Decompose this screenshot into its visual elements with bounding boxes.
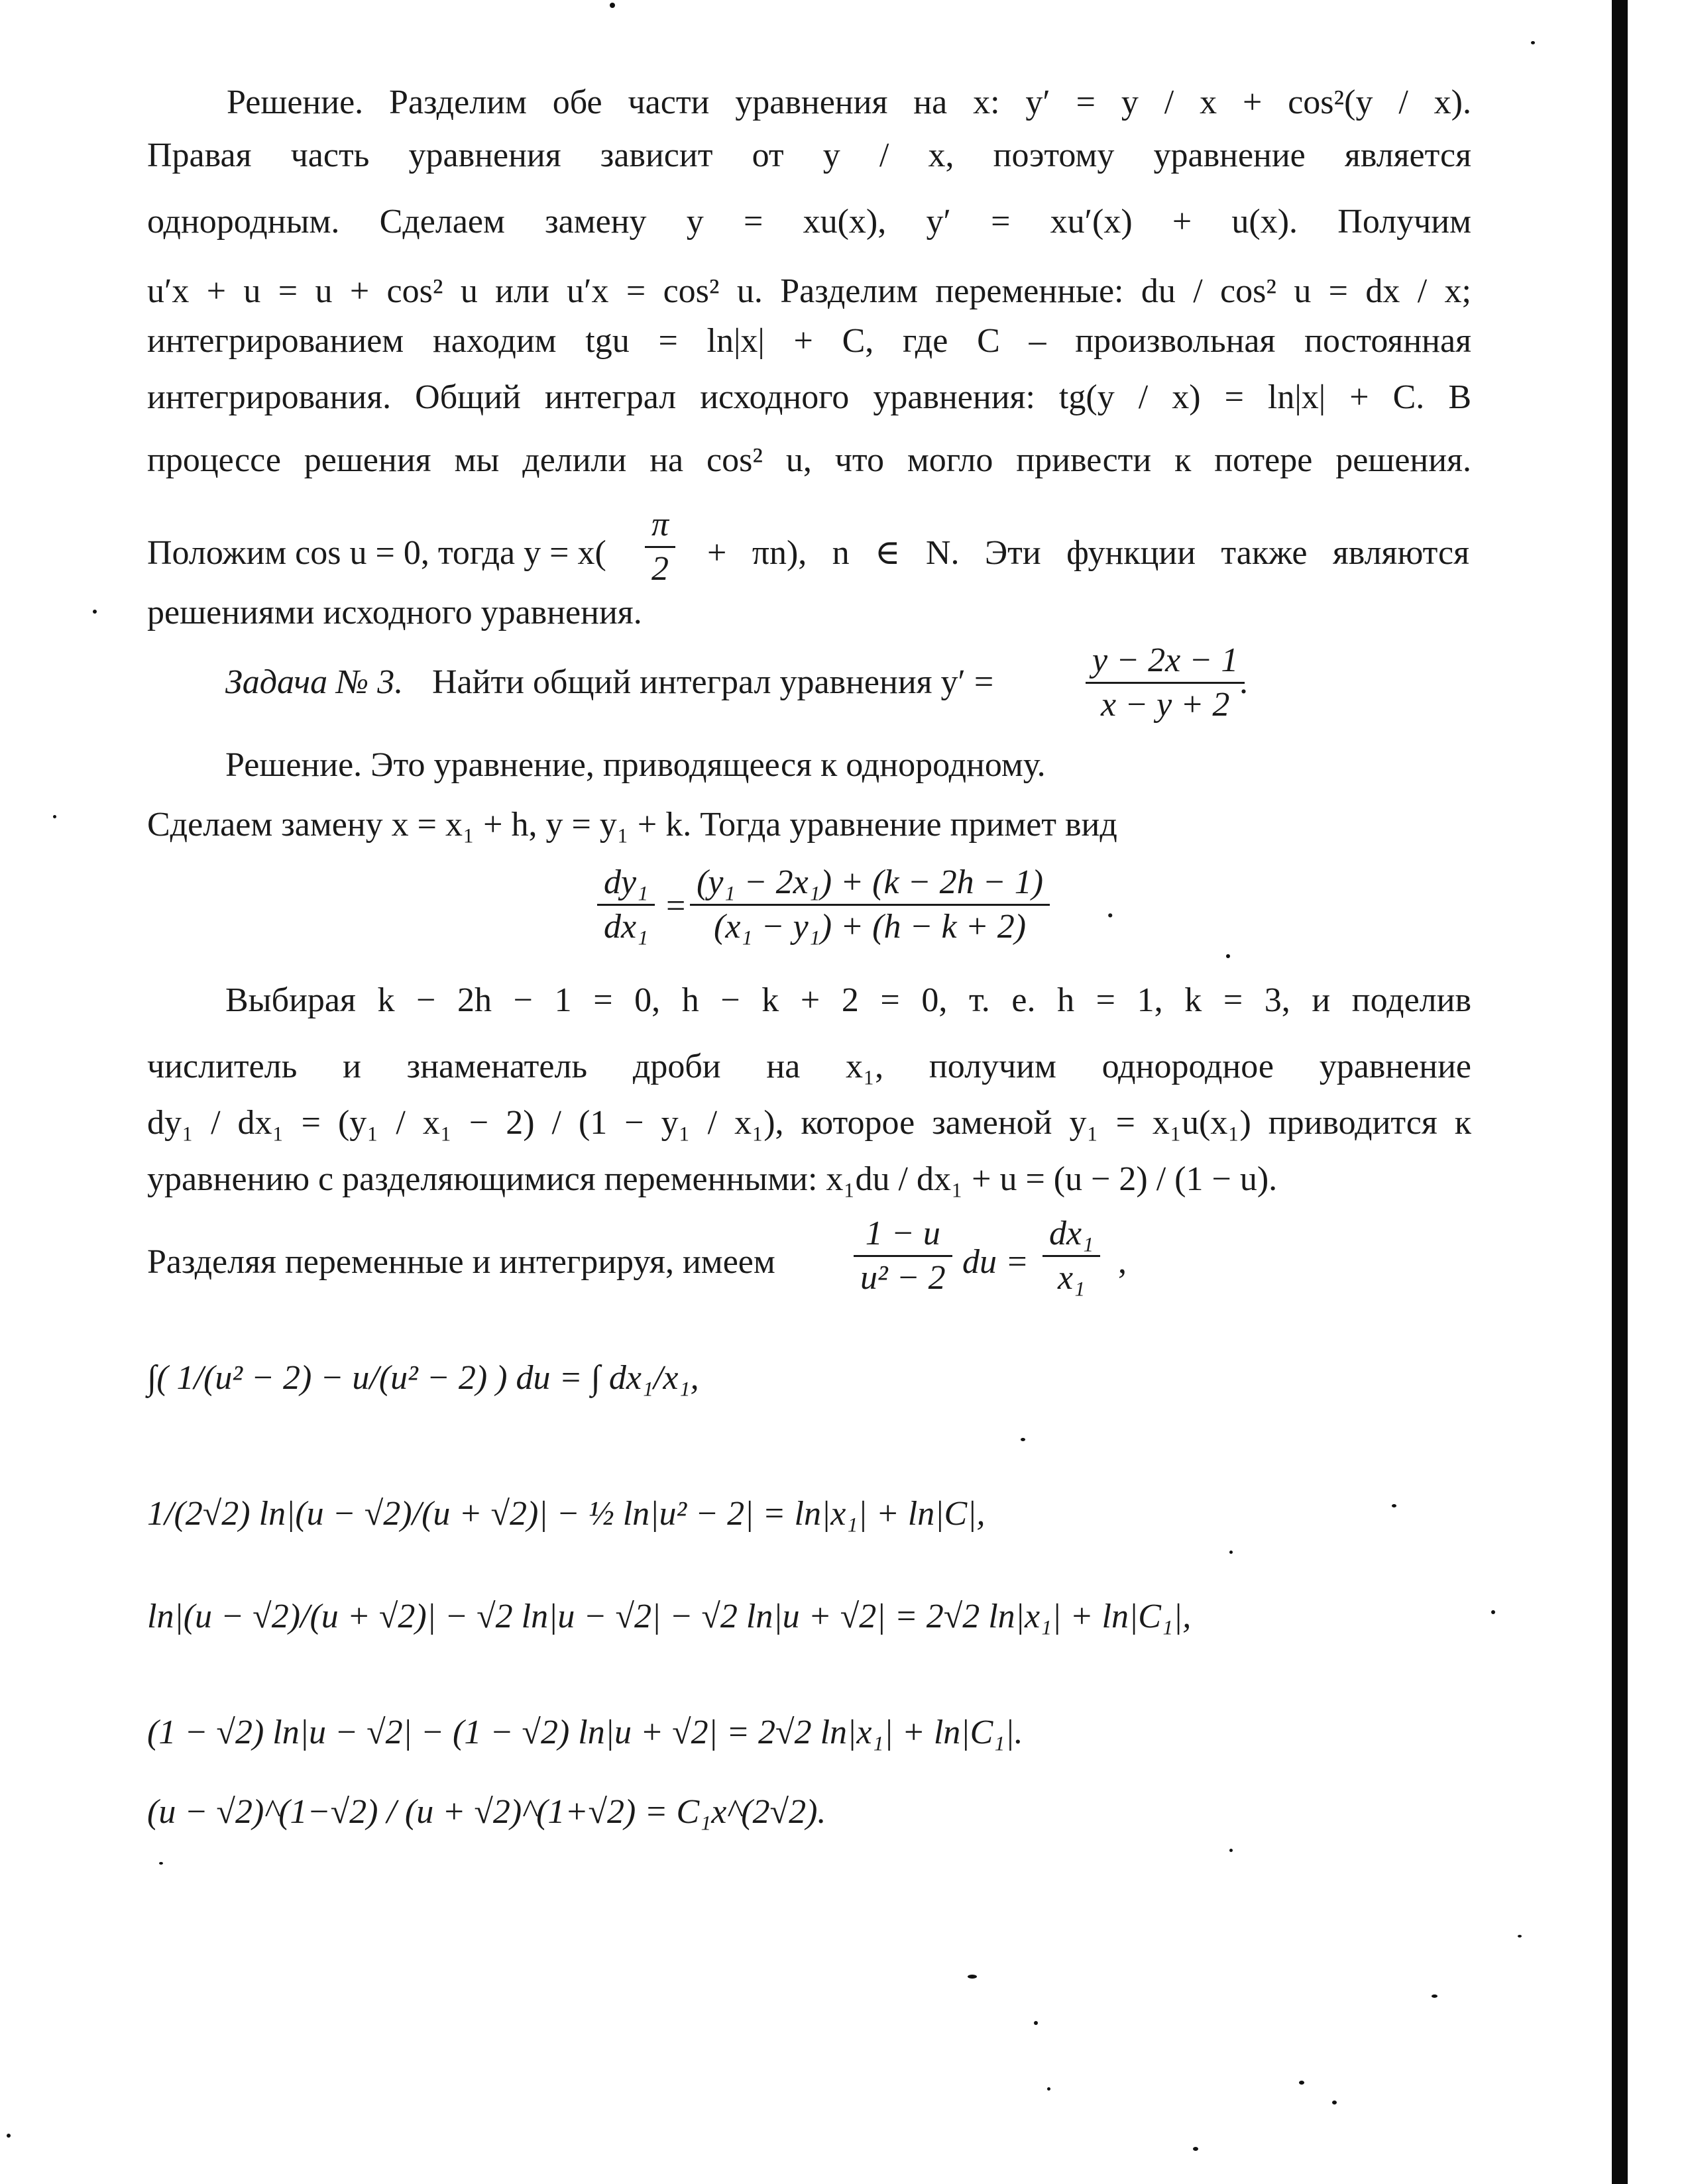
- scan-speck: [93, 610, 97, 614]
- transformed-equation: [593, 861, 1190, 967]
- scan-speck: [968, 1975, 977, 1979]
- solution2-line-7: процессе решения мы делили на cos² u, что могло привести к потере решения.: [147, 441, 1471, 479]
- solution2-line-6: интегрирования. Общий интеграл исходного уравнения: tg(y / x) = ln|x| + C. В: [147, 378, 1471, 416]
- scan-speck: [1299, 2081, 1304, 2085]
- transformed-numerator: (y₁ − 2x₁) + (k − 2h − 1): [690, 861, 1050, 906]
- scan-speck: [1392, 1504, 1396, 1507]
- separation-lhs-numerator: 1 − u: [854, 1213, 952, 1257]
- scan-speck: [1491, 1610, 1495, 1614]
- solution2-line-5: интегрированием находим tgu = ln|x| + C, где C – произвольная постоянная: [147, 322, 1471, 360]
- solution2-line-9: решениями исходного уравнения.: [147, 594, 642, 631]
- solution2-line-3: однородным. Сделаем замену y = xu(x), y′ = xu′(x) + u(x). Получим: [147, 203, 1471, 241]
- solution2-line-4: u′x + u = u + cos² u или u′x = cos² u. Разделим переменные: du / cos² u = dx / x;: [147, 272, 1471, 310]
- solution3-separable: уравнению с разделяющимися переменными: x₁du / dx₁ + u = (u − 2) / (1 − u).: [147, 1160, 1278, 1198]
- solution2-line-2: Правая часть уравнения зависит от y / x, поэтому уравнение является: [147, 136, 1471, 174]
- separating-text: Разделяя переменные и интегрируя, имеем: [147, 1243, 775, 1281]
- transformed-rhs-fraction: [690, 861, 1050, 948]
- transformed-period: .: [1107, 887, 1115, 925]
- task3-statement: [147, 639, 1473, 732]
- final-answer: (u − √2)^(1−√2) / (u + √2)^(1+√2) = C₁x^(2√2).: [147, 1793, 826, 1831]
- separation-rhs-numerator: dx₁: [1042, 1213, 1100, 1257]
- log-equation-3: (1 − √2) ln|u − √2| − (1 − √2) ln|u + √2| = 2√2 ln|x₁| + ln|C₁|.: [147, 1714, 1023, 1751]
- separation-lhs-denominator: u² − 2: [860, 1259, 946, 1297]
- dy1-dx1-fraction: [597, 861, 655, 948]
- scan-speck: [610, 3, 615, 8]
- equals-sign: =: [666, 887, 686, 925]
- task3-period: .: [1239, 663, 1248, 701]
- scan-speck: [159, 1862, 163, 1865]
- solution2-line-8-start: Положим cos u = 0, тогда y = x(: [147, 534, 606, 572]
- separation-rhs-fraction: [1042, 1213, 1100, 1299]
- scan-speck: [1332, 2101, 1337, 2104]
- solution3-separating: [147, 1213, 1473, 1319]
- scan-speck: [1226, 954, 1230, 958]
- pi-over-two-fraction: [645, 504, 675, 590]
- solution3-substitution: Сделаем замену x = x₁ + h, y = y₁ + k. Тогда уравнение примет вид: [147, 806, 1117, 844]
- solution3-intro: Решение. Это уравнение, приводящееся к однородному.: [225, 746, 1046, 784]
- solution2-line-8-end: + πn), n ∈ N. Эти функции также являются: [707, 534, 1469, 572]
- scan-speck: [1531, 41, 1535, 44]
- separation-lhs-fraction: [854, 1213, 952, 1299]
- scan-speck: [53, 815, 56, 818]
- solution2-line-8: [147, 504, 1473, 603]
- task3-denominator: x − y + 2: [1101, 686, 1230, 724]
- scan-speck: [1229, 1849, 1233, 1852]
- separation-rhs-denominator: x₁: [1058, 1259, 1086, 1297]
- task3-numerator: y − 2x − 1: [1086, 639, 1245, 684]
- scan-speck: [1518, 1935, 1522, 1938]
- separation-comma: ,: [1118, 1243, 1127, 1281]
- task3-fraction: [1086, 639, 1245, 726]
- scan-speck: [7, 2134, 11, 2138]
- scan-speck: [1047, 2087, 1050, 2091]
- scan-speck: [1034, 2021, 1038, 2025]
- solution3-choice: Выбирая k − 2h − 1 = 0, h − k + 2 = 0, т. е. h = 1, k = 3, и поделив: [225, 981, 1471, 1019]
- two-denominator: 2: [651, 550, 669, 588]
- task3-text: Найти общий интеграл уравнения y′ =: [432, 663, 994, 701]
- scan-speck: [1229, 1551, 1233, 1554]
- scan-speck: [1193, 2147, 1198, 2151]
- pi-numerator: π: [645, 504, 675, 548]
- dx1-denominator: dx₁: [604, 908, 649, 946]
- task3-label: Задача № 3.: [225, 663, 404, 701]
- dy1-numerator: dy₁: [597, 861, 655, 906]
- solution3-homogeneous: dy₁ / dx₁ = (y₁ / x₁ − 2) / (1 − y₁ / x₁), которое заменой y₁ = x₁u(x₁) приводится к: [147, 1104, 1471, 1142]
- integral-equation: ∫( 1/(u² − 2) − u/(u² − 2) ) du = ∫ dx₁/x₁,: [147, 1359, 699, 1397]
- separation-du: du =: [962, 1243, 1029, 1281]
- solution2-line-1: Решение. Разделим обе части уравнения на x: y′ = y / x + cos²(y / x).: [227, 83, 1471, 121]
- scan-speck: [1432, 1994, 1437, 1998]
- scan-edge-bar: [1612, 0, 1628, 2184]
- log-equation-2: ln|(u − √2)/(u + √2)| − √2 ln|u − √2| − √2 ln|u + √2| = 2√2 ln|x₁| + ln|C₁|,: [147, 1598, 1192, 1635]
- transformed-denominator: (x₁ − y₁) + (h − k + 2): [714, 908, 1027, 946]
- solution3-divide: числитель и знаменатель дроби на x₁, получим однородное уравнение: [147, 1048, 1471, 1085]
- log-equation-1: 1/(2√2) ln|(u − √2)/(u + √2)| − ½ ln|u² − 2| = ln|x₁| + ln|C|,: [147, 1495, 986, 1533]
- scan-speck: [1021, 1438, 1025, 1441]
